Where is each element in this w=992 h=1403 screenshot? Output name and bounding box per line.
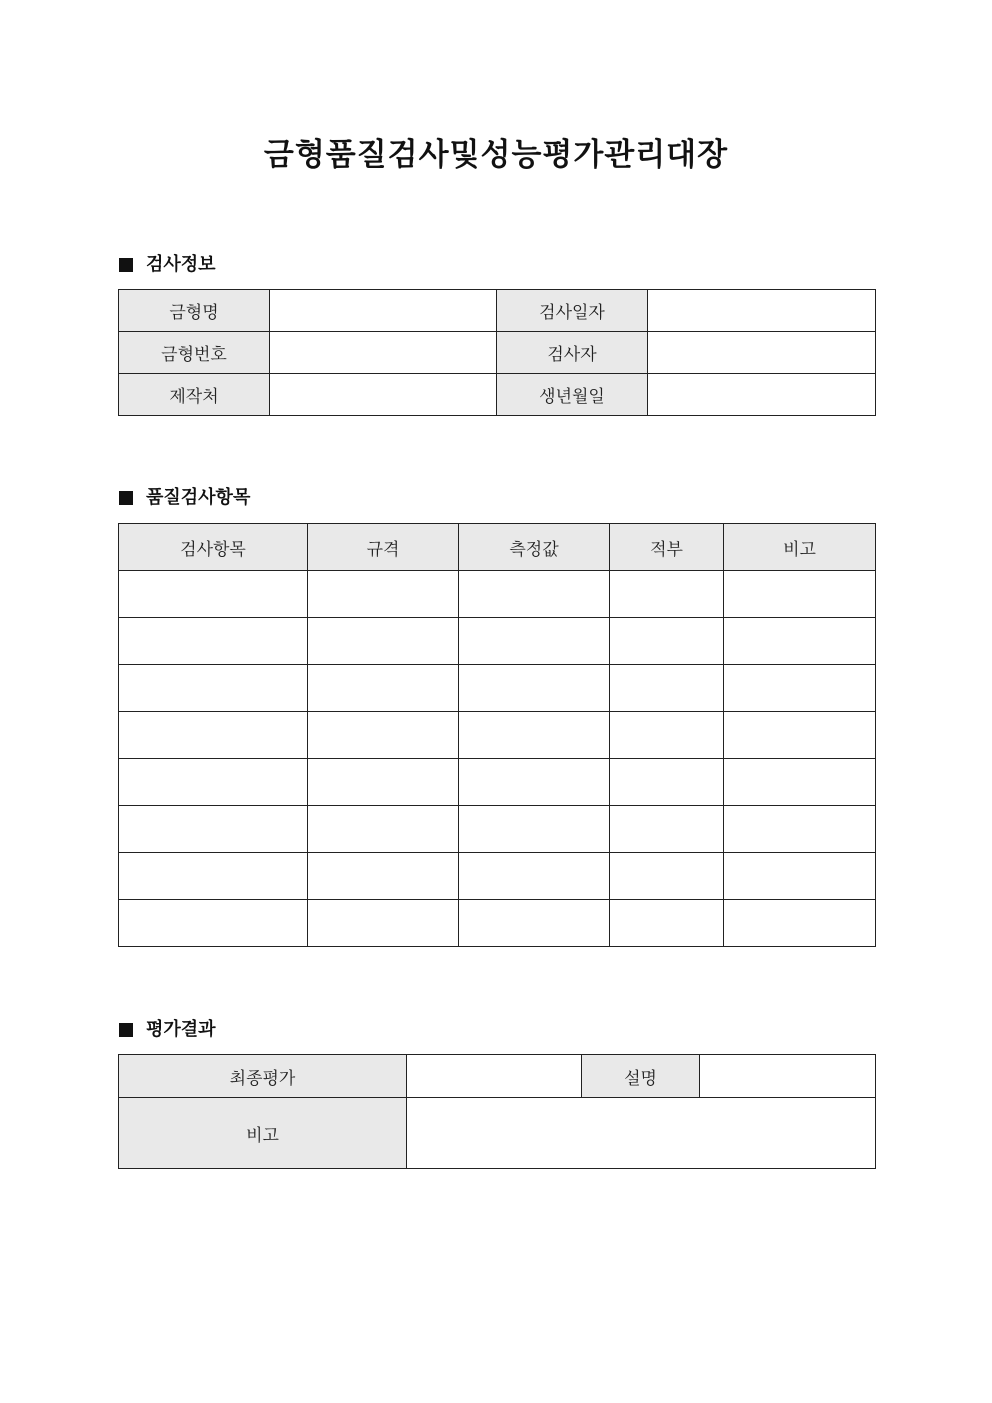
pass-fail-cell[interactable] — [610, 806, 724, 853]
specification-cell[interactable] — [308, 618, 459, 665]
remarks-cell[interactable] — [724, 759, 876, 806]
final-evaluation-label: 최종평가 — [119, 1055, 407, 1098]
inspection-item-cell[interactable] — [119, 712, 308, 759]
table-row — [119, 900, 876, 947]
inspection-item-cell[interactable] — [119, 900, 308, 947]
column-header-remarks: 비고 — [724, 524, 876, 571]
mold-name-label: 금형명 — [119, 290, 270, 332]
inspection-item-cell[interactable] — [119, 806, 308, 853]
table-row — [119, 806, 876, 853]
inspection-item-cell[interactable] — [119, 665, 308, 712]
table-row — [119, 618, 876, 665]
inspection-item-cell[interactable] — [119, 618, 308, 665]
inspection-item-cell[interactable] — [119, 571, 308, 618]
inspection-date-field[interactable] — [648, 290, 876, 332]
table-row — [119, 332, 876, 374]
measured-value-cell[interactable] — [459, 759, 610, 806]
table-row — [119, 665, 876, 712]
inspection-info-table — [118, 289, 876, 416]
square-bullet-icon — [119, 1023, 133, 1037]
pass-fail-cell[interactable] — [610, 618, 724, 665]
table-row — [119, 374, 876, 416]
remarks-cell[interactable] — [724, 900, 876, 947]
table-row — [119, 712, 876, 759]
section-heading-evaluation-result — [119, 1018, 216, 1042]
inspector-field[interactable] — [648, 332, 876, 374]
column-header-measured-value: 측정값 — [459, 524, 610, 571]
section-title: 평가결과 — [146, 1019, 216, 1040]
section-heading-quality-items — [119, 486, 250, 510]
description-field[interactable] — [700, 1055, 876, 1098]
inspection-item-cell[interactable] — [119, 759, 308, 806]
remarks-cell[interactable] — [724, 665, 876, 712]
pass-fail-cell[interactable] — [610, 759, 724, 806]
measured-value-cell[interactable] — [459, 712, 610, 759]
section-title: 검사정보 — [146, 254, 216, 275]
remarks-cell[interactable] — [724, 806, 876, 853]
table-header-row — [119, 524, 876, 571]
table-row — [119, 853, 876, 900]
pass-fail-cell[interactable] — [610, 665, 724, 712]
specification-cell[interactable] — [308, 665, 459, 712]
specification-cell[interactable] — [308, 806, 459, 853]
remarks-cell[interactable] — [724, 712, 876, 759]
table-row — [119, 1055, 876, 1098]
birth-date-field[interactable] — [648, 374, 876, 416]
mold-number-label: 금형번호 — [119, 332, 270, 374]
evaluation-result-table — [118, 1054, 876, 1169]
table-row — [119, 571, 876, 618]
remarks-label: 비고 — [119, 1098, 407, 1169]
column-header-inspection-item: 검사항목 — [119, 524, 308, 571]
column-header-specification: 규격 — [308, 524, 459, 571]
section-heading-inspection-info — [119, 253, 216, 277]
specification-cell[interactable] — [308, 712, 459, 759]
pass-fail-cell[interactable] — [610, 900, 724, 947]
measured-value-cell[interactable] — [459, 806, 610, 853]
section-title: 품질검사항목 — [146, 487, 251, 508]
pass-fail-cell[interactable] — [610, 712, 724, 759]
mold-number-field[interactable] — [270, 332, 497, 374]
inspection-date-label: 검사일자 — [497, 290, 648, 332]
specification-cell[interactable] — [308, 853, 459, 900]
remarks-cell[interactable] — [724, 618, 876, 665]
remarks-field[interactable] — [407, 1098, 876, 1169]
pass-fail-cell[interactable] — [610, 853, 724, 900]
inspection-item-cell[interactable] — [119, 853, 308, 900]
measured-value-cell[interactable] — [459, 571, 610, 618]
table-row — [119, 759, 876, 806]
measured-value-cell[interactable] — [459, 853, 610, 900]
table-row — [119, 290, 876, 332]
column-header-pass-fail: 적부 — [610, 524, 724, 571]
description-label: 설명 — [582, 1055, 700, 1098]
birth-date-label: 생년월일 — [497, 374, 648, 416]
mold-name-field[interactable] — [270, 290, 497, 332]
specification-cell[interactable] — [308, 900, 459, 947]
pass-fail-cell[interactable] — [610, 571, 724, 618]
square-bullet-icon — [119, 258, 133, 272]
remarks-cell[interactable] — [724, 571, 876, 618]
quality-items-table — [118, 523, 876, 947]
measured-value-cell[interactable] — [459, 618, 610, 665]
table-row — [119, 1098, 876, 1169]
manufacturer-field[interactable] — [270, 374, 497, 416]
specification-cell[interactable] — [308, 759, 459, 806]
measured-value-cell[interactable] — [459, 665, 610, 712]
document-title: 금형품질검사및성능평가관리대장 — [263, 137, 729, 173]
square-bullet-icon — [119, 491, 133, 505]
measured-value-cell[interactable] — [459, 900, 610, 947]
specification-cell[interactable] — [308, 571, 459, 618]
manufacturer-label: 제작처 — [119, 374, 270, 416]
remarks-cell[interactable] — [724, 853, 876, 900]
inspector-label: 검사자 — [497, 332, 648, 374]
final-evaluation-field[interactable] — [407, 1055, 582, 1098]
